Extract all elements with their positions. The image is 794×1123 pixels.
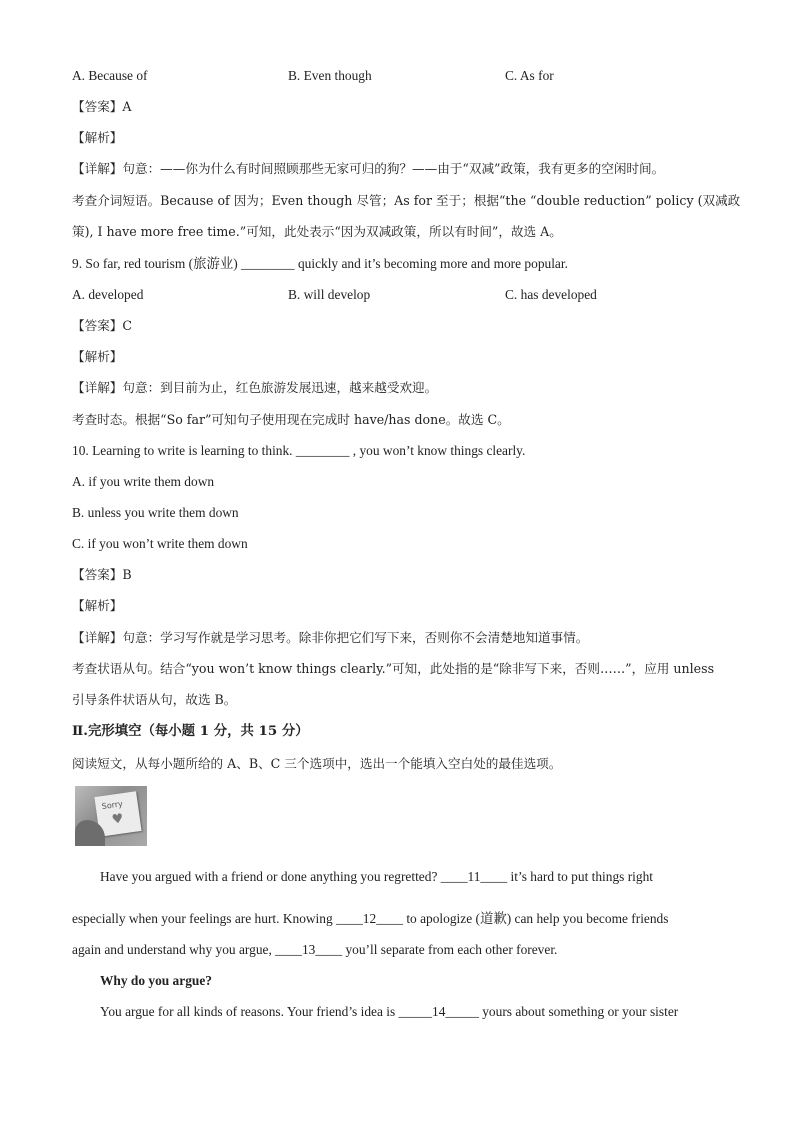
q8-option-b: B. Even though	[288, 68, 372, 83]
q10-option-b: B. unless you write them down	[72, 505, 239, 520]
blank-14: _____14_____	[398, 1004, 479, 1019]
passage-line-2	[72, 911, 668, 927]
q10-analysis-label: 【解析】	[72, 598, 123, 613]
blank-11: ____11____	[440, 869, 508, 884]
blank-12: ____12____	[336, 911, 403, 926]
passage-text: yours about something or your sister	[478, 1004, 679, 1019]
q10-detail-line-2: 考查状语从句。结合“you won’t know things clearly.”可知，此处指的是“除非写下来，否则……”，应用 unless	[72, 661, 715, 676]
q8-option-c: C. As for	[505, 68, 554, 83]
q8-option-a: A. Because of	[72, 68, 148, 83]
q9-option-a: A. developed	[72, 287, 144, 302]
q8-detail-line-1: 【详解】句意：——你为什么有时间照顾那些无家可归的狗？——由于“双减”政策，我有更多的空闲时间。	[72, 161, 665, 176]
q8-detail-line-3: 策), I have more free time.”可知，此处表示“因为双减政策，所以有时间”，故选 A。	[72, 224, 562, 239]
section-title: Ⅱ.完形填空（每小题 1 分，共 15 分）	[72, 723, 309, 739]
passage-heading: Why do you argue?	[100, 973, 212, 988]
passage-text: again and understand why you argue,	[72, 942, 276, 957]
heart-icon: ♥	[110, 811, 125, 828]
passage-text: to apologize (道歉) can help you become friends	[402, 911, 669, 926]
blank-13: ____13____	[275, 942, 343, 957]
q10-option-c: C. if you won’t write them down	[72, 536, 248, 551]
passage-text: Have you argued with a friend or done anything you regretted?	[100, 869, 441, 884]
passage-text: you’ll separate from each other forever.	[342, 942, 558, 957]
q9-analysis-label: 【解析】	[72, 349, 123, 364]
passage-text: You argue for all kinds of reasons. Your friend’s idea is	[100, 1004, 399, 1019]
q9-detail-line-2: 考查时态。根据“So far”可知句子使用现在完成时 have/has done。故选 C。	[72, 412, 510, 427]
q8-answer: 【答案】A	[72, 99, 132, 114]
q9-option-b: B. will develop	[288, 287, 371, 302]
q10-detail-line-1: 【详解】句意：学习写作就是学习思考。除非你把它们写下来，否则你不会清楚地知道事情。	[72, 630, 589, 645]
section-instruction: 阅读短文，从每小题所给的 A、B、C 三个选项中，选出一个能填入空白处的最佳选项。	[72, 756, 562, 771]
q9-detail-line-1: 【详解】句意：到目前为止，红色旅游发展迅速，越来越受欢迎。	[72, 380, 438, 395]
q9-option-c: C. has developed	[505, 287, 597, 302]
passage-line-3	[72, 942, 557, 958]
q9-answer: 【答案】C	[72, 318, 133, 333]
passage-text: it’s hard to put things right	[507, 869, 654, 884]
passage-text: especially when your feelings are hurt. Knowing	[72, 911, 337, 926]
passage-line-4	[100, 1004, 678, 1020]
q10-stem: 10. Learning to write is learning to think. ________ , you won’t know things clearly.	[72, 443, 526, 458]
q9-stem: 9. So far, red tourism (旅游业) ________ quickly and it’s becoming more and more popular.	[72, 256, 568, 271]
q10-detail-line-3: 引导条件状语从句，故选 B。	[72, 692, 237, 707]
sorry-note-image	[75, 786, 147, 846]
q8-detail-line-2: 考查介词短语。Because of 因为；Even though 尽管；As for 至于；根据“the “double reduction” policy (双减政	[72, 193, 741, 208]
passage-line-1	[100, 869, 653, 885]
q8-analysis-label: 【解析】	[72, 130, 123, 145]
q10-option-a: A. if you write them down	[72, 474, 215, 489]
q10-answer: 【答案】B	[72, 567, 132, 582]
sorry-card-text: Sorry	[101, 799, 124, 812]
